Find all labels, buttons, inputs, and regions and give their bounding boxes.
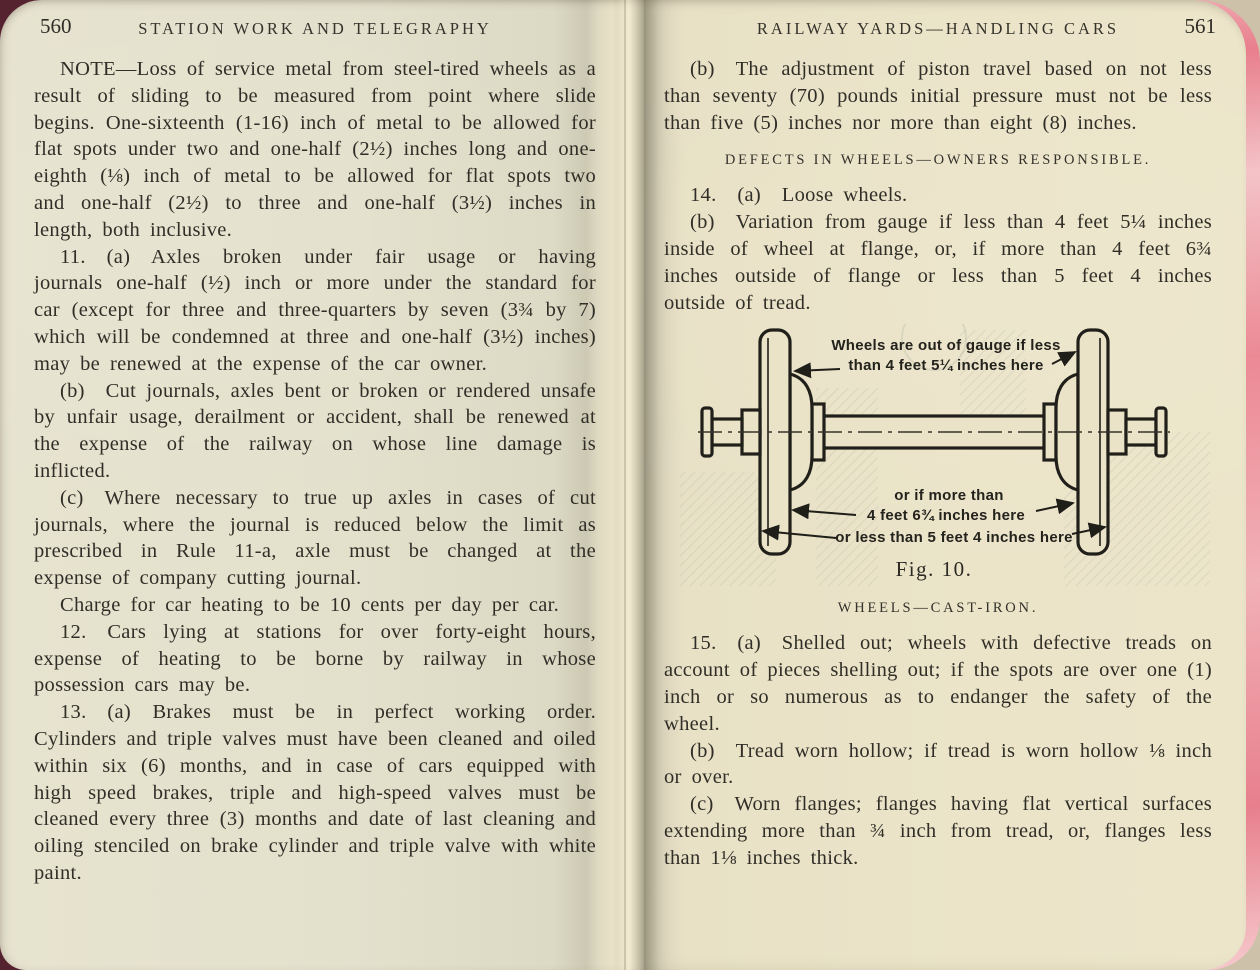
right-wheel — [1078, 330, 1108, 554]
figure-caption: Fig. 10. — [895, 557, 973, 582]
section-heading-wheels: WHEELS—CAST-IRON. — [837, 600, 1039, 617]
running-head-left: STATION WORK AND TELEGRAPHY — [138, 19, 492, 38]
paragraph-piston-travel: (b) The adjustment of piston travel based on not less than seventy (70) pounds initial pressure must not be less than five (5) inches nor more than eight (8) inches. — [664, 58, 1212, 134]
paragraph-rule-11b: (b) Cut journals, axles bent or broken or rendered unsafe by unfair usage, derailment or accident, shall be renewed at the expense of the railway on whose line damage is inflicted. — [34, 379, 596, 482]
paragraph-rule-11c: (c) Where necessary to true up axles in cases of cut journals, where the journal is reduced below the limit as prescribed in Rule 11-a, axle must be changed at the expense of company cutting journal. — [34, 486, 596, 590]
paragraph-heating-charge: Charge for car heating to be 10 cents per day per car. — [60, 593, 560, 616]
section-heading-defects: DEFECTS IN WHEELS—OWNERS RESPONSIBLE. — [724, 152, 1152, 169]
wheelset-diagram — [664, 324, 1212, 586]
gauge-label-line2: than 4 feet 5¼ inches here — [848, 357, 1044, 375]
left-running-head-row — [34, 14, 596, 42]
paragraph-rule-15b: (b) Tread worn hollow; if tread is worn hollow ⅛ inch or over. — [664, 739, 1212, 789]
more-than-label-line1: or if more than — [894, 487, 1004, 505]
left-wheel — [760, 330, 790, 554]
right-running-head-row — [664, 14, 1216, 42]
paragraph-rule-12: 12. Cars lying at stations for over forty-eight hours, expense of heating to be borne by railway in whose possession cars may be. — [34, 620, 596, 697]
less-than-label: or less than 5 feet 4 inches here — [835, 529, 1073, 547]
figure-10 — [664, 324, 1212, 586]
page-number-left: 560 — [40, 14, 72, 38]
paragraph-rule-15c: (c) Worn flanges; flanges having flat vertical surfaces extending more than ¾ inch from tread, or, flanges less than 1⅛ inches thick. — [664, 793, 1212, 869]
gauge-arrow-left — [795, 369, 840, 371]
running-head-right: RAILWAY YARDS—HANDLING CARS — [756, 19, 1120, 38]
paragraph-rule-14a: 14. (a) Loose wheels. — [690, 184, 908, 207]
paragraph-rule-13: 13. (a) Brakes must be in perfect working order. Cylinders and triple valves must have been cleaned and oiled within six (6) months, and in case of cars equipped with high speed brakes, triple and high-speed valves must be cleaned every three (3) months and date of last cleaning and oiling stenciled on brake cylinder and triple valve with white paint. — [34, 701, 596, 884]
page-number-right: 561 — [1184, 14, 1216, 38]
gauge-label-line1: Wheels are out of gauge if less — [831, 337, 1061, 355]
paragraph-rule-14b: (b) Variation from gauge if less than 4 feet 5¼ inches inside of wheel at flange, or, if more than 4 feet 6¾ inches outside of flange or less than 5 feet 4 inches outside of tread. — [664, 211, 1212, 314]
right-page — [644, 0, 1246, 970]
paragraph-note: NOTE—Loss of service metal from steel-tired wheels as a result of sliding to be measured from point where slide begins. One-sixteenth (1-16) inch of metal to be allowed for flat spots under two and one-half (2½) inches long and one-eighth (⅛) inch of metal to be allowed for flat spots two and one-half (2½) to three and one-half (3½) inches in length, both inclusive. — [34, 58, 596, 241]
more-than-label-line2: 4 feet 6¾ inches here — [866, 507, 1026, 525]
axle — [822, 416, 1046, 448]
paragraph-rule-15a: 15. (a) Shelled out; wheels with defective treads on account of pieces shelling out; if the spots are over one (1) inch or so numerous as to endanger the safety of the wheel. — [664, 632, 1212, 735]
paragraph-rule-11a: 11. (a) Axles broken under fair usage or having journals one-half (½) inch or more under the standard for car (except for three and three-quarters by seven (3¾ by 7) which will be condemned at three and one-half (3½) inches) may be renewed at the expense of the car owner. — [34, 245, 596, 375]
